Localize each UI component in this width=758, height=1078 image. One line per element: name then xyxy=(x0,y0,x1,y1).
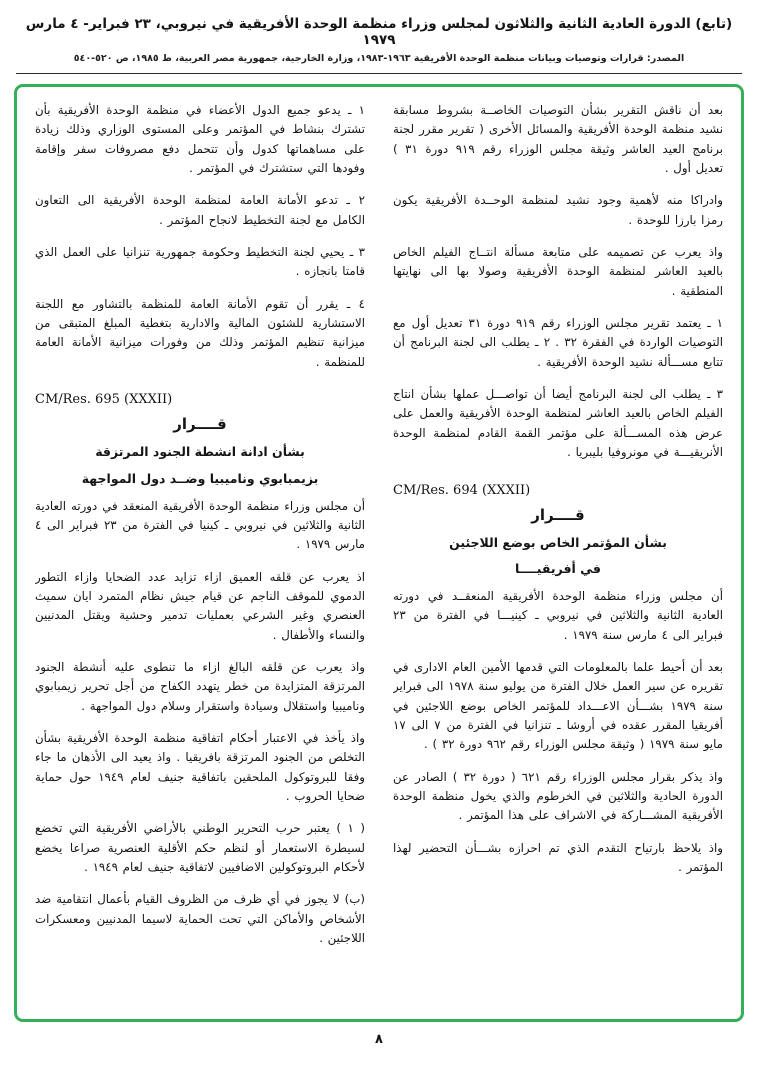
paragraph: أن مجلس وزراء منظمة الوحدة الأفريقية المنعقد في دورته العادية الثانية والثلاثين في نيروبي ـ كينيا في الفترة من ٢٣ فبراير الى ٤ مارس ١٩٧٩ . xyxy=(35,498,365,552)
resolution-subject: بشأن المؤتمر الخاص بوضع اللاجئين xyxy=(449,534,667,550)
paragraph: واذ يذكر بقرار مجلس الوزراء رقم ٦٢١ ( دورة ٣٢ ) الصادر عن الدورة الحادية والثلاثين في الخرطوم والذي يخول منظمة الوحدة الأفريقية المشـــاركة في الاشراف على هذا المؤتمر . xyxy=(393,769,723,823)
column-right xyxy=(393,101,723,1009)
paragraph: بعد أن ناقش التقرير بشأن التوصيات الخاصــة بشروط مسابقة نشيد منظمة الوحدة الأفريقية والمسائل الأخرى ( تقرير مقرر لجنة برنامج العيد العاشر وثيقة مجلس الوزراء رقم ٩١٩ دورة ٣١ ) تعديل أول . xyxy=(393,103,723,176)
paragraph: ١ ـ يدعو جميع الدول الأعضاء في منظمة الوحدة الأفريقية بأن تشترك بنشاط في المؤتمر وعلى المستوى الوزاري وذلك زيادة على مساهماتها كدول وأن تتحمل دفع مصروفات سفر وإقامة وفودها التي ستشترك في المؤتمر . xyxy=(35,103,365,176)
paragraph: بعد أن أحيط علما بالمعلومات التي قدمها الأمين العام الادارى في تقريره عن سير العمل خلال الفترة من يوليو سنة ١٩٧٨ الى فبراير سنة ١٩٧٩ بشـــأن الاعـــداد للمؤتمر الخاص بوضع اللاجئين في أفريقيا المقرر عقده في أروشا ـ تنزانيا في الفترة من ٧ الى ١٧ مايو سنة ١٩٧٩ ( وثيقة مجلس الوزراء رقم ٩٦٢ دورة ٣٢ ) . xyxy=(393,660,723,752)
header-source: المصدر: قرارات وتوصيات وبيانات منظمة الوحدة الأفريقية ١٩٦٣-١٩٨٣، وزارة الخارجية، جمهورية مصر العربية، ط ١٩٨٥، ص ٥٢٠-٥٤٠ xyxy=(73,53,685,64)
paragraph: وادراكا منه لأهمية وجود نشيد لمنظمة الوحــدة الأفريقية يكون رمزا بارزا للوحدة . xyxy=(393,193,723,227)
paragraph: واذ يعرب عن تصميمه على متابعة مسألة انتــاج الفيلم الخاص بالعيد العاشر لمنظمة الوحدة الأفريقية وصولا بها الى نهايتها المنطقية . xyxy=(393,245,723,298)
resolution-subject: بزيمبابوي وناميبيا وضــد دول المواجهة xyxy=(81,470,319,486)
column-left xyxy=(35,101,365,1009)
resolution-title: قــــرار xyxy=(173,415,227,434)
resolution-title: قــــرار xyxy=(531,505,585,524)
page-number: ٨ xyxy=(375,1032,383,1047)
paragraph: ١ ـ يعتمد تقرير مجلس الوزراء رقم ٩١٩ دورة ٣١ تعديل أول مع التوصيات الواردة في الفقرة ٣٢ . ٢ ـ يطلب الى لجنة البرنامج أن تتابع مســـألة نشيد الوحدة الأفريقية . xyxy=(393,316,723,369)
header-title: (تابع) الدورة العادية الثانية والثلاثون لمجلس وزراء منظمة الوحدة الأفريقية في نيروبي، ٢٣ فبراير- ٤ مارس ١٩٧٩ xyxy=(25,16,733,48)
paragraph: واذ يلاحظ بارتياح التقدم الذي تم احرازه بشـــأن التحضير لهذا المؤتمر . xyxy=(393,840,723,875)
paragraph: اذ يعرب عن قلقه العميق ازاء تزايد عدد الضحايا وازاء التطور الدموي للموقف الناجم عن قيام جيش نظام المتمرد ايان سميث العنصري وغير الشرعي بعمليات تدمير وحشية ويقتل المدنيين والنساء والأطفال . xyxy=(35,569,365,642)
paragraph: ٣ ـ يطلب الى لجنة البرنامج أيضا أن تواصـــل عملها بشأن انتاج الفيلم الخاص بالعيد العاشر لمنظمة الوحدة الأفريقية والعمل على عرض هذه المســـألة على مؤتمر القمة القادم لمنظمة الوحدة الأنريقيـــة في مونروفيا بليبريا . xyxy=(393,387,723,460)
paragraph: واذ يعرب عن قلقه البالغ ازاء ما تنطوى عليه أنشطة الجنود المرتزقة المتزايدة من خطر يتهدد الكفاح من أجل تحرير زيمبابوي وناميبيا واستقلال وسيادة واستقرار وسلام دول المواجهة . xyxy=(35,660,365,713)
resolution-subject: في أفريقيــــا xyxy=(514,561,601,577)
paragraph: ٣ ـ يحيي لجنة التخطيط وحكومة جمهورية تنزانيا على العمل الذي قامتا بانجازه . xyxy=(35,245,365,279)
page-header xyxy=(14,16,744,64)
paragraph: ٢ ـ تدعو الأمانة العامة لمنظمة الوحدة الأفريقية الى التعاون الكامل مع لجنة التخطيط لانجاح المؤتمر . xyxy=(35,193,365,227)
paragraph: ٤ ـ يقرر أن تقوم الأمانة العامة للمنظمة بالتشاور مع اللجنة الاستشارية للشئون المالية والادارية بتغطية المبلغ المتبقى من ميزانية تنظيم المؤتمر وذلك من وفورات ميزانية الأمانة العامة للمنظمة . xyxy=(35,296,365,369)
content-box xyxy=(14,84,744,1022)
paragraph: أن مجلس وزراء منظمة الوحدة الأفريقية المنعقــد في دورته العادية الثانية والثلاثين في نيروبي ـ كينيـــا في الفترة من ٢٣ فبراير الى ٤ مارس سنة ١٩٧٩ . xyxy=(393,589,723,642)
header-divider xyxy=(16,73,742,74)
paragraph: واذ يأخذ في الاعتبار أحكام اتفاقية منظمة الوحدة الأفريقية بشأن التخلص من الجنود المرتزقة بافريقيا . واذ يعيد الى الأذهان ما جاء وفقا للبروتوكول الملحقين باتفاقية جنيف لعام ١٩٤٩ حول حماية ضحايا الحروب . xyxy=(35,731,365,804)
paragraph: (ب) لا يجوز في أي ظرف من الظروف القيام بأعمال انتقامية ضد الأشخاص والأماكن التي تحت الحماية لاسيما المدنيين ومعسكرات اللاجئين . xyxy=(35,892,365,946)
resolution-number-694: CM/Res. 694 (XXXII) xyxy=(393,482,531,498)
resolution-subject: بشأن ادانة انشطة الجنود المرتزقة xyxy=(95,444,305,460)
resolution-number-695: CM/Res. 695 (XXXII) xyxy=(35,392,173,408)
paragraph: ( ١ ) يعتبر حرب التحرير الوطني بالأراضي الأفريقية التي تخضع لسيطرة الاستعمار أو لنظم حكم الأقلية العنصرية صراعا يخضع لأحكام البروتوكولين الاضافيين لاتفاقية جنيف لعام ١٩٤٩ . xyxy=(35,821,365,875)
